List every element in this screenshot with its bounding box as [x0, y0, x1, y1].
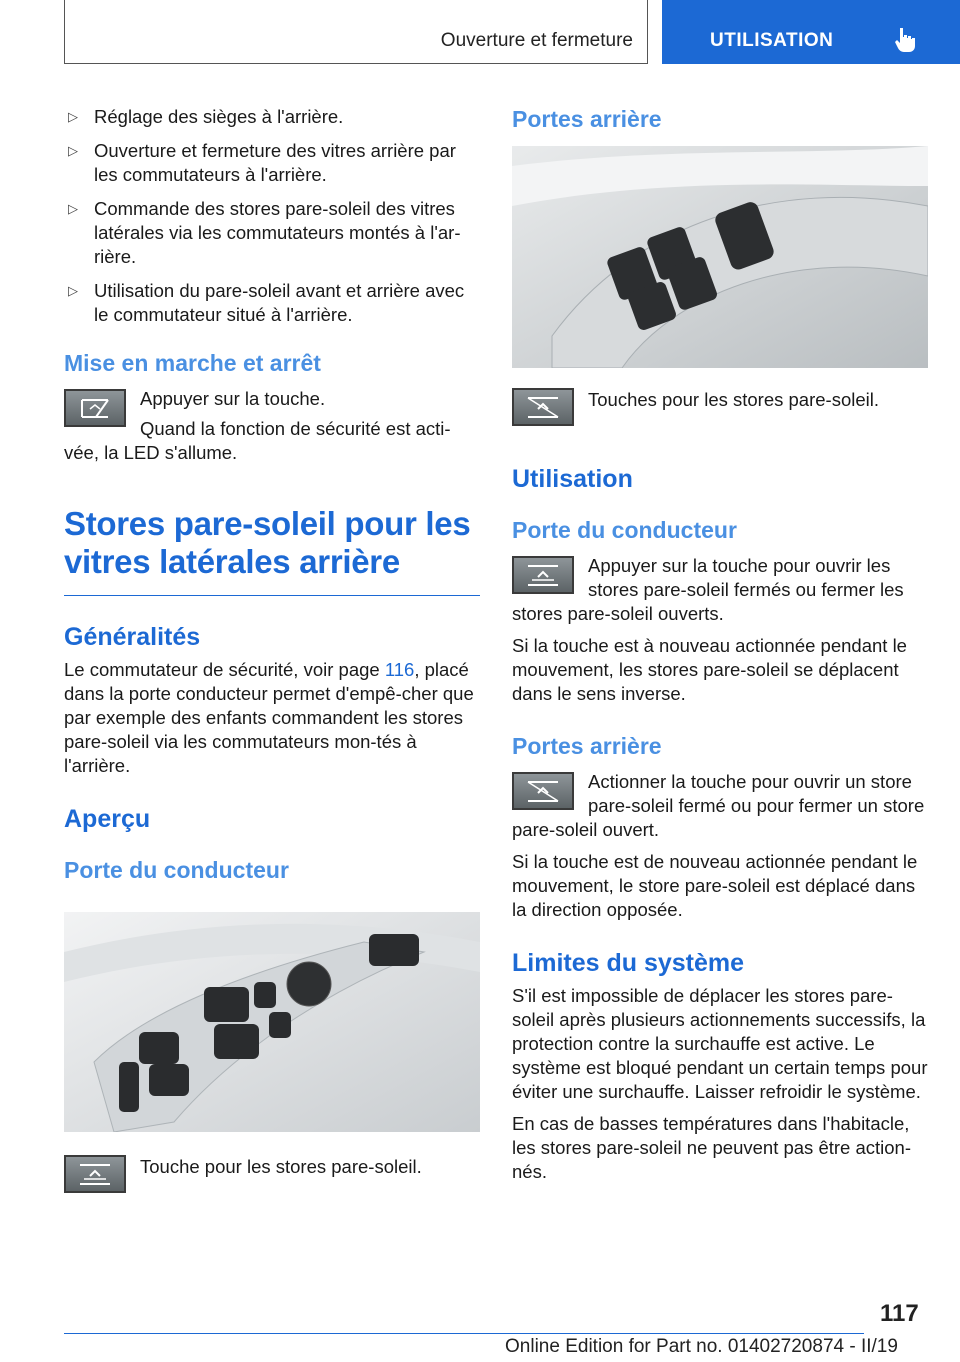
rear-doors-heading: Portes arrière — [512, 106, 662, 132]
right-column-top — [512, 105, 928, 133]
sunblind-key-icon — [64, 1155, 126, 1193]
right-column — [512, 386, 928, 1184]
use-rear-block — [512, 770, 928, 922]
bullet-item: ▷ Commande des stores pare-soleil des vitres latérales via les commutateurs montés à l'ar-rière. — [64, 197, 480, 269]
general-heading: Généralités — [64, 623, 201, 651]
bullet-item: ▷ Ouverture et fermeture des vitres arrière par les commutateurs à l'arrière. — [64, 139, 480, 187]
use-heading: Utilisation — [512, 465, 633, 493]
overview-heading: Aperçu — [64, 805, 151, 833]
use-driver-block — [512, 554, 928, 706]
general-text-start: Le commutateur de sécurité, voir page — [64, 659, 385, 680]
use-driver-text-1: Appuyer sur la touche pour ouvrir les stores pare-soleil fermés ou fermer les stores pare-soleil ouverts. — [512, 555, 904, 624]
left-column — [64, 105, 480, 884]
sunblind-key-icon — [512, 556, 574, 594]
use-driver-text-2: Si la touche est à nouveau actionnée pendant le mouvement, les stores pare-soleil se déplacent dans le sens inverse. — [512, 635, 907, 704]
rear-caption-block — [512, 386, 928, 430]
limits-text-2: En cas de basses températures dans l'habitacle, les stores pare-soleil ne peuvent pas être action-nés. — [512, 1113, 911, 1182]
sunblind-key-icon — [512, 772, 574, 810]
onoff-text-1: Appuyer sur la touche. — [140, 388, 326, 409]
driver-caption: Touche pour les stores pare-soleil. — [140, 1156, 422, 1177]
footer-rule — [64, 1333, 864, 1334]
bullet-item: ▷ Utilisation du pare-soleil avant et arrière avec le commutateur situé à l'arrière. — [64, 279, 480, 327]
driver-caption-block — [64, 1153, 480, 1197]
limits-heading: Limites du système — [512, 949, 745, 977]
onoff-text-2: Quand la fonction de sécurité est acti-vée, la LED s'allume. — [64, 418, 451, 463]
sunblind-key-icon — [512, 388, 574, 426]
driver-door-photo — [64, 912, 480, 1132]
use-driver-heading: Porte du conducteur — [512, 517, 737, 543]
rear-caption: Touches pour les stores pare-soleil. — [588, 389, 880, 410]
page-number: 117 — [880, 1300, 919, 1327]
limits-text-1: S'il est impossible de déplacer les stores pare-soleil après plusieurs actionnements successifs, la protection contre la surchauffe est active. Le système est bloqué pendant un certain temps pour éviter une surchauffe. Laisser refroidir le système. — [512, 985, 928, 1102]
header-tab-label: UTILISATION — [710, 30, 834, 51]
header-section-box — [64, 0, 648, 64]
bullet-item: ▷ Réglage des sièges à l'arrière. — [64, 105, 480, 129]
sunblind-key-icon — [64, 389, 126, 427]
general-text-end: , placé dans la porte conducteur permet d'empê-cher que par exemple des enfants commandent les stores pare-soleil via les commutateurs mon-tés à l'arrière. — [64, 659, 474, 776]
header-section-title: Ouverture et fermeture — [440, 30, 633, 51]
use-rear-text-2: Si la touche est de nouveau actionnée pendant le mouvement, le store pare-soleil est déplacé dans la direction opposée. — [512, 851, 918, 920]
driver-door-heading: Porte du conducteur — [64, 857, 289, 883]
use-rear-heading: Portes arrière — [512, 733, 662, 759]
header-tab[interactable] — [662, 0, 960, 64]
onoff-block — [64, 387, 480, 465]
general-text — [64, 658, 480, 778]
pointing-hand-icon — [894, 26, 916, 57]
use-rear-text-1: Actionner la touche pour ouvrir un store pare-soleil fermé ou pour fermer un store pare-soleil ouvert. — [512, 771, 925, 840]
main-heading: Stores pare-soleil pour les vitres latérales arrière — [64, 505, 471, 580]
edition-note: Online Edition for Part no. 01402720874 - II/19 — [505, 1336, 898, 1357]
page-link[interactable]: 116 — [384, 659, 415, 680]
rear-door-photo — [512, 146, 928, 368]
onoff-heading: Mise en marche et arrêt — [64, 350, 321, 376]
heading-rule — [64, 595, 480, 596]
